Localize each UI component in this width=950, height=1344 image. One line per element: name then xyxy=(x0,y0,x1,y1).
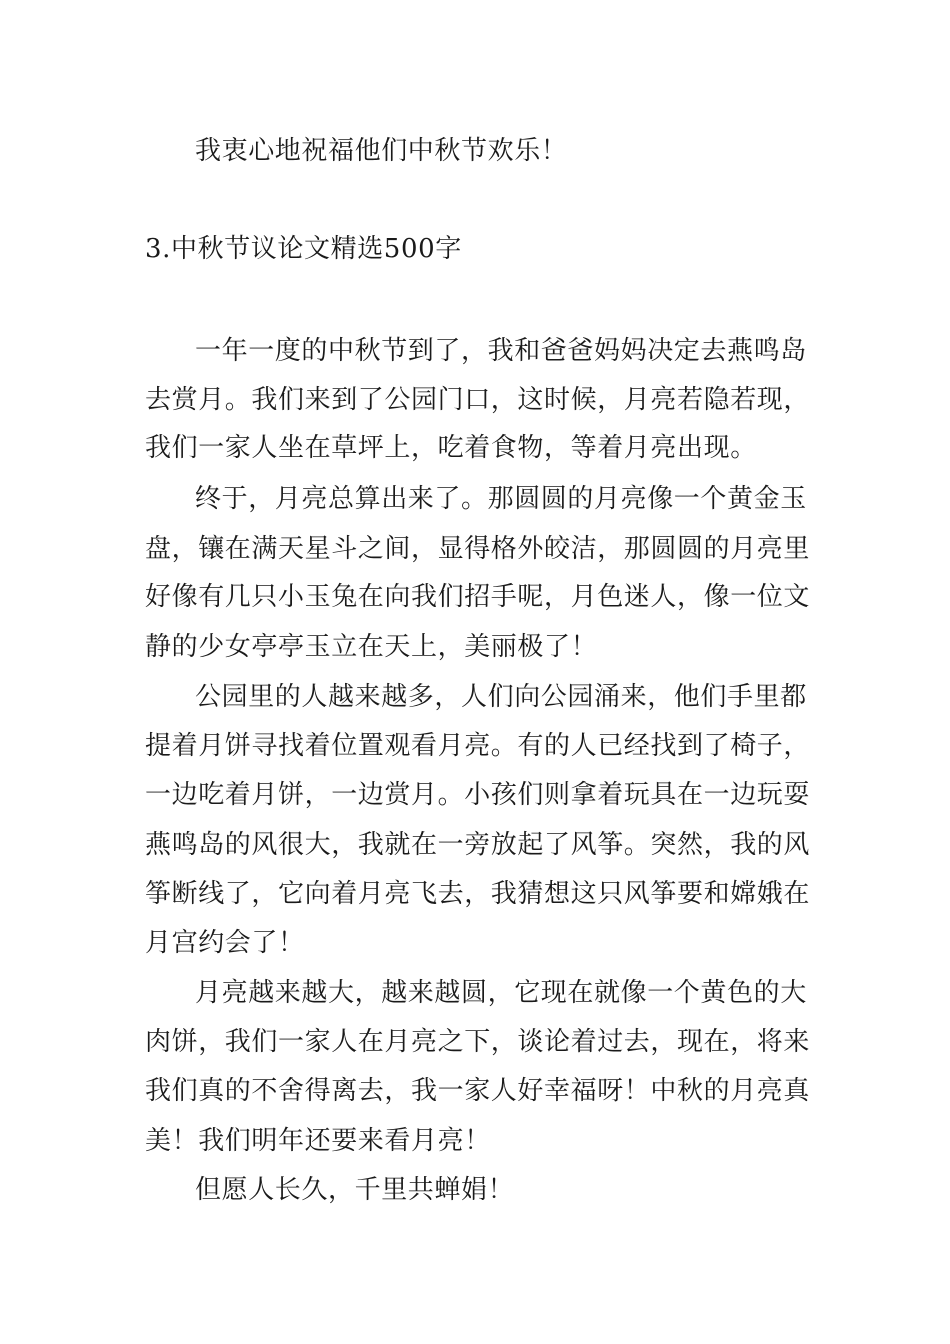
paragraph-3-line-2: 提着月饼寻找着位置观看月亮。有的人已经找到了椅子， xyxy=(145,731,811,761)
paragraph-4-line-1: 月亮越来越大，越来越圆，它现在就像一个黄色的大 xyxy=(195,978,807,1008)
paragraph-3-line-5: 筝断线了，它向着月亮飞去，我猜想这只风筝要和嫦娥在 xyxy=(145,879,811,909)
paragraph-2-line-2: 盘，镶在满天星斗之间，显得格外皎洁，那圆圆的月亮里 xyxy=(145,534,811,564)
paragraph-4-line-4: 美！我们明年还要来看月亮！ xyxy=(145,1126,491,1156)
paragraph-1-line-2: 去赏月。我们来到了公园门口，这时候，月亮若隐若现， xyxy=(145,385,811,415)
paragraph-3-line-1: 公园里的人越来越多，人们向公园涌来，他们手里都 xyxy=(195,682,807,712)
paragraph-2-line-4: 静的少女亭亭玉立在天上，美丽极了！ xyxy=(145,632,598,662)
paragraph-3-line-4: 燕鸣岛的风很大，我就在一旁放起了风筝。突然，我的风 xyxy=(145,830,811,860)
paragraph-5-line-1: 但愿人长久，千里共蝉娟！ xyxy=(195,1175,515,1205)
paragraph-1-line-3: 我们一家人坐在草坪上，吃着食物，等着月亮出现。 xyxy=(145,433,757,463)
section-heading: 3.中秋节议论文精选500字 xyxy=(145,234,462,264)
paragraph-3-line-3: 一边吃着月饼，一边赏月。小孩们则拿着玩具在一边玩耍 xyxy=(145,780,811,810)
paragraph-1-line-1: 一年一度的中秋节到了，我和爸爸妈妈决定去燕鸣岛 xyxy=(195,336,807,366)
paragraph-2-line-1: 终于，月亮总算出来了。那圆圆的月亮像一个黄金玉 xyxy=(195,484,807,514)
paragraph-3-line-6: 月宫约会了！ xyxy=(145,928,305,958)
paragraph-4-line-3: 我们真的不舍得离去，我一家人好幸福呀！中秋的月亮真 xyxy=(145,1076,811,1106)
closing-line: 我衷心地祝福他们中秋节欢乐！ xyxy=(195,136,568,166)
paragraph-2-line-3: 好像有几只小玉兔在向我们招手呢，月色迷人，像一位文 xyxy=(145,582,811,612)
paragraph-4-line-2: 肉饼，我们一家人在月亮之下，谈论着过去，现在，将来 xyxy=(145,1027,811,1057)
